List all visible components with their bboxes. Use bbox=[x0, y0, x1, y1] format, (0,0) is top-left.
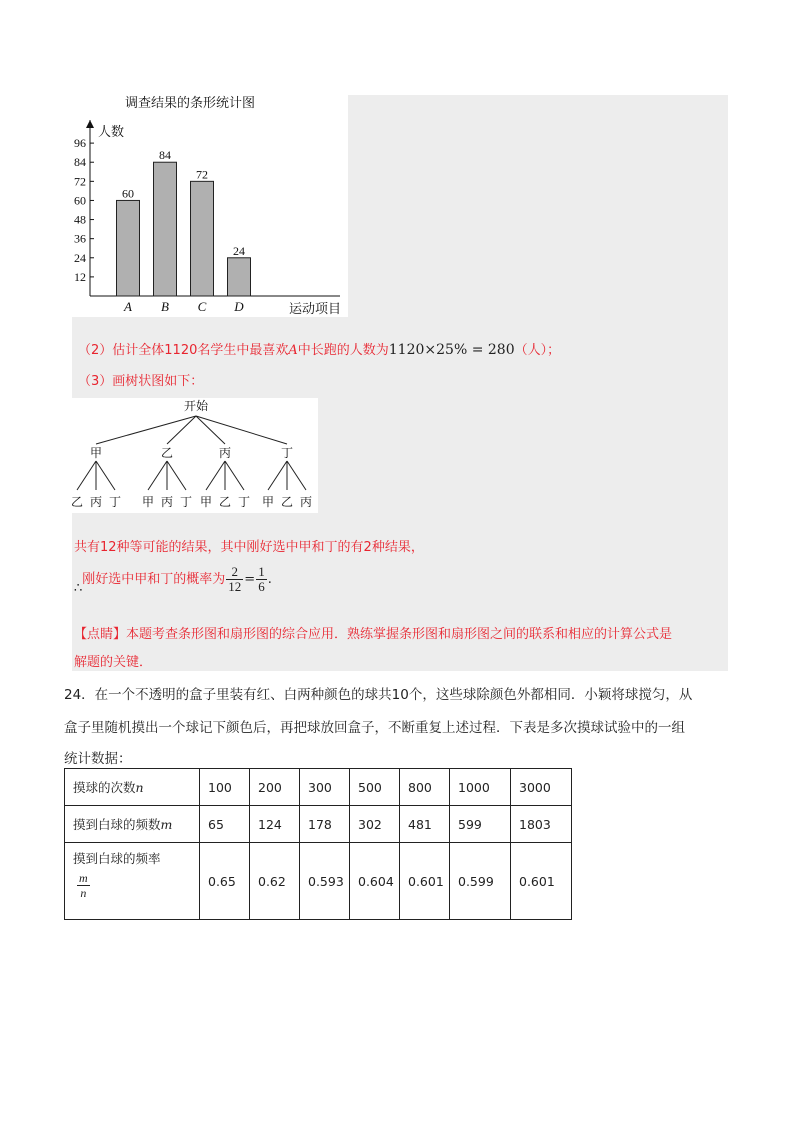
row2-var: m bbox=[160, 817, 173, 832]
tree-node-乙: 乙 bbox=[160, 446, 174, 460]
x-tick-label-A: A bbox=[124, 299, 132, 314]
y-tick-label: 24 bbox=[74, 250, 86, 265]
tree-leaf: 丁 bbox=[108, 495, 122, 509]
prob-end: . bbox=[267, 572, 272, 587]
y-axis-arrow bbox=[86, 120, 94, 128]
table-cell: 0.65 bbox=[200, 843, 250, 920]
row1-label: 摸球的次数 bbox=[73, 780, 136, 795]
table-cell: 100 bbox=[200, 769, 250, 806]
tree-edge bbox=[196, 416, 287, 444]
stats-table bbox=[64, 768, 572, 920]
y-tick-label: 72 bbox=[74, 174, 86, 189]
table-cell: 0.604 bbox=[350, 843, 400, 920]
row3-frac-den: n bbox=[80, 886, 87, 900]
bar-B bbox=[154, 162, 177, 296]
tree-node-丙: 丙 bbox=[218, 446, 232, 460]
prob-frac-1 bbox=[226, 565, 243, 594]
tree-diagram-box bbox=[72, 398, 318, 513]
part3-line: （3）画树状图如下： bbox=[78, 374, 204, 389]
q24-line-2: 盒子里随机摸出一个球记下颜色后，再把球放回盒子，不断重复上述过程．下表是多次摸球试验中的一组 bbox=[64, 720, 685, 736]
y-tick-label: 12 bbox=[74, 269, 86, 284]
y-tick-label: 84 bbox=[74, 155, 86, 170]
tree-edge bbox=[77, 461, 96, 490]
part2-unit: （人）； bbox=[514, 343, 561, 358]
table-row bbox=[65, 806, 572, 843]
table-cell: 1000 bbox=[450, 769, 511, 806]
x-tick-label-D: D bbox=[234, 299, 244, 314]
table-cell: 599 bbox=[450, 806, 511, 843]
part2-text: （2）估计全体1120名学生中最喜欢 bbox=[78, 343, 289, 358]
table-cell: 500 bbox=[350, 769, 400, 806]
row3-frac-num: m bbox=[79, 871, 88, 885]
tree-leaf: 丙 bbox=[160, 495, 174, 509]
prob-frac-1-num: 2 bbox=[226, 565, 243, 580]
prob-frac-2-den: 6 bbox=[258, 579, 265, 594]
table-cell: 178 bbox=[300, 806, 350, 843]
bar-C bbox=[191, 181, 214, 296]
tree-edge bbox=[148, 461, 167, 490]
part2-var: A bbox=[288, 343, 298, 358]
table-cell: 3000 bbox=[511, 769, 572, 806]
bar-chart bbox=[60, 90, 350, 320]
y-tick-label: 36 bbox=[74, 231, 86, 246]
bar-D bbox=[228, 258, 251, 296]
tree-leaf: 丁 bbox=[179, 495, 193, 509]
tree-leaf: 甲 bbox=[199, 495, 213, 509]
comment-body-1: 本题考查条形图和扇形图的综合应用．熟练掌握条形图和扇形图之间的联系和相应的计算公式是 bbox=[126, 627, 673, 642]
table-cell: 0.601 bbox=[400, 843, 450, 920]
answer-panel-top bbox=[348, 95, 728, 317]
table-cell: 1803 bbox=[511, 806, 572, 843]
row3-label-cell bbox=[65, 843, 200, 920]
bar-A bbox=[117, 200, 140, 296]
table-cell: 124 bbox=[250, 806, 300, 843]
tree-diagram bbox=[72, 398, 318, 513]
therefore-symbol: ∴ bbox=[74, 581, 83, 596]
table-cell: 0.599 bbox=[450, 843, 511, 920]
comment-line-2: 解题的关键． bbox=[74, 655, 153, 670]
tree-leaf: 丙 bbox=[299, 495, 313, 509]
tree-leaf: 丙 bbox=[89, 495, 103, 509]
table-cell: 0.601 bbox=[511, 843, 572, 920]
row2-label-cell bbox=[65, 806, 200, 843]
table-cell: 481 bbox=[400, 806, 450, 843]
prob-eq: = bbox=[244, 572, 256, 587]
table-cell: 800 bbox=[400, 769, 450, 806]
row3-label: 摸到白球的频率 bbox=[73, 851, 161, 866]
part2-formula: 1120×25% = 280 bbox=[388, 342, 515, 358]
tree-leaf: 乙 bbox=[72, 495, 84, 509]
table-cell: 0.62 bbox=[250, 843, 300, 920]
comment-line-1 bbox=[74, 623, 672, 642]
chart-ylabel: 人数 bbox=[98, 124, 125, 139]
part2-line bbox=[78, 343, 560, 357]
tree-leaf: 甲 bbox=[261, 495, 275, 509]
prob-frac-2 bbox=[256, 565, 267, 594]
tree-edge bbox=[206, 461, 225, 490]
y-tick-label: 96 bbox=[74, 136, 86, 151]
chart-xlabel: 运动项目 bbox=[289, 301, 342, 316]
q24-line-3: 统计数据： bbox=[64, 751, 132, 767]
part2-text2: 中长跑的人数为 bbox=[297, 343, 389, 358]
comment-tag: 【点睛】 bbox=[74, 627, 127, 642]
tree-leaf: 乙 bbox=[218, 495, 232, 509]
outcomes-line: 共有12种等可能的结果，其中刚好选中甲和丁的有2种结果， bbox=[74, 540, 424, 555]
tree-node-丁: 丁 bbox=[280, 446, 294, 460]
probability-line bbox=[74, 565, 272, 594]
row3-fraction bbox=[77, 871, 90, 900]
tree-root: 开始 bbox=[183, 399, 209, 413]
x-tick-label-B: B bbox=[161, 299, 169, 314]
tree-node-甲: 甲 bbox=[89, 446, 103, 460]
q24-line-1: 24．在一个不透明的盒子里装有红、白两种颜色的球共10个，这些球除颜色外都相同．小颖将球搅匀，从 bbox=[64, 687, 693, 703]
table-cell: 302 bbox=[350, 806, 400, 843]
row1-var: n bbox=[135, 780, 144, 795]
prob-frac-1-den: 12 bbox=[228, 579, 242, 594]
tree-leaf: 丁 bbox=[237, 495, 251, 509]
tree-edge bbox=[287, 461, 306, 490]
table-row bbox=[65, 769, 572, 806]
y-tick-label: 60 bbox=[74, 193, 86, 208]
row2-label: 摸到白球的频数 bbox=[73, 817, 161, 832]
tree-edge bbox=[225, 461, 244, 490]
table-cell: 300 bbox=[300, 769, 350, 806]
data-label-C: 72 bbox=[196, 167, 208, 182]
x-tick-label-C: C bbox=[197, 299, 207, 314]
tree-edge bbox=[268, 461, 287, 490]
table-cell: 0.593 bbox=[300, 843, 350, 920]
tree-leaf: 乙 bbox=[280, 495, 294, 509]
prob-text: 刚好选中甲和丁的概率为 bbox=[82, 572, 226, 587]
table-row bbox=[65, 843, 572, 920]
table-cell: 65 bbox=[200, 806, 250, 843]
row1-label-cell bbox=[65, 769, 200, 806]
data-label-B: 84 bbox=[159, 148, 171, 163]
tree-leaf: 甲 bbox=[141, 495, 155, 509]
data-label-A: 60 bbox=[122, 186, 134, 201]
prob-frac-2-num: 1 bbox=[258, 564, 265, 579]
chart-title: 调查结果的条形统计图 bbox=[124, 95, 256, 110]
tree-edge bbox=[167, 461, 186, 490]
table-cell: 200 bbox=[250, 769, 300, 806]
tree-edge bbox=[96, 461, 115, 490]
y-tick-label: 48 bbox=[74, 212, 86, 227]
data-label-D: 24 bbox=[233, 243, 245, 258]
